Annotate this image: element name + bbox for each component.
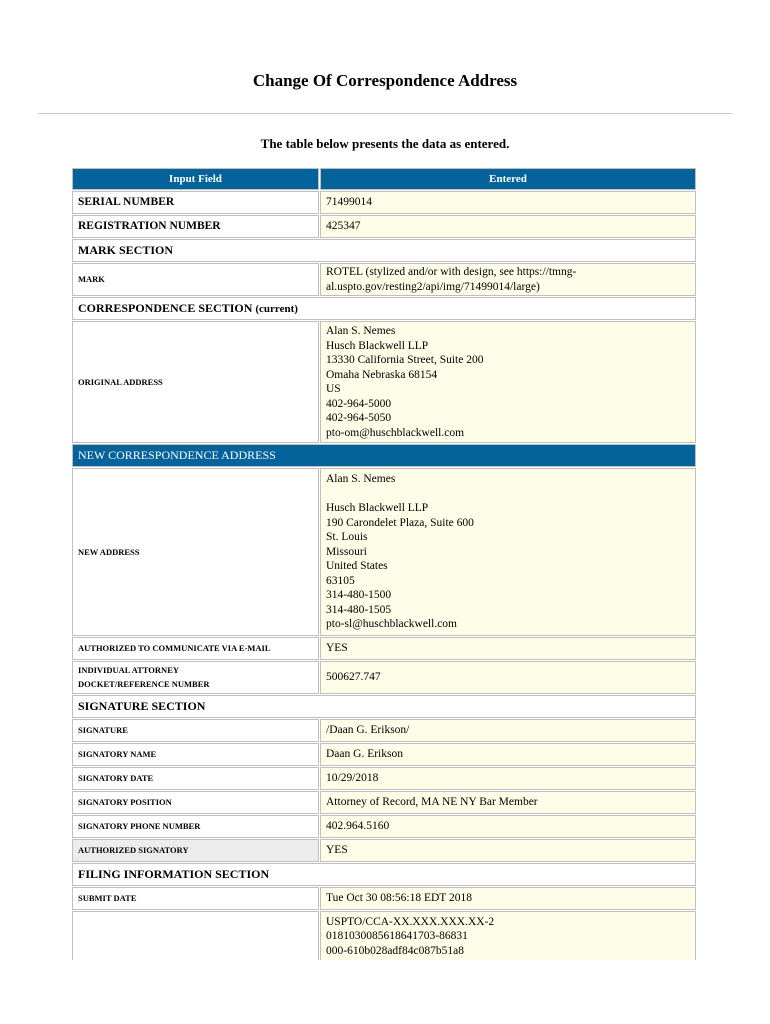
table-row (72, 743, 696, 766)
docket-value: 500627.747 (320, 661, 696, 694)
table-row (72, 321, 696, 443)
section-row (72, 444, 696, 467)
signatory-position-label: SIGNATORY POSITION (72, 791, 319, 814)
section-row (72, 863, 696, 886)
original-address-value (320, 321, 696, 443)
address-line: US (326, 383, 341, 395)
authorized-email-value: YES (320, 637, 696, 660)
new-correspondence-title: NEW CORRESPONDENCE ADDRESS (72, 444, 696, 467)
teas-stamp-label (72, 911, 319, 961)
signature-section-title: SIGNATURE SECTION (72, 695, 696, 718)
address-line: 402-964-5000 (326, 397, 392, 410)
table-caption: The table below presents the data as entered. (260, 136, 510, 151)
registration-number-label: REGISTRATION NUMBER (72, 215, 319, 238)
address-spacer (326, 487, 690, 502)
mark-label: MARK (72, 263, 319, 296)
address-line: 402-964-5050 (326, 412, 392, 424)
address-line: Husch Blackwell LLP (326, 502, 429, 514)
signatory-name-label: SIGNATORY NAME (72, 743, 319, 766)
address-line: 314-480-1500 (326, 589, 392, 601)
teas-stamp-line: USPTO/CCA-XX.XXX.XXX.XX-2 (326, 915, 495, 928)
authorized-email-label: AUTHORIZED TO COMMUNICATE VIA E-MAIL (72, 637, 319, 660)
correspondence-section-suffix: (current) (255, 302, 298, 315)
table-row (72, 661, 696, 694)
mark-value: ROTEL (stylized and/or with design, see https://tmng-al.uspto.gov/resting2/api/img/71499014/large) (320, 263, 696, 296)
address-line: Omaha Nebraska 68154 (326, 368, 438, 381)
address-line: 190 Carondelet Plaza, Suite 600 (326, 516, 474, 529)
address-name: Alan S. Nemes (326, 473, 396, 485)
authorized-signatory-label: AUTHORIZED SIGNATORY (72, 839, 319, 862)
page-title: Change Of Correspondence Address (252, 71, 518, 90)
table-row (72, 791, 696, 814)
section-row (72, 297, 696, 320)
new-address-value (320, 468, 696, 636)
signature-label: SIGNATURE (72, 719, 319, 742)
address-line: United States (326, 560, 388, 572)
header-entered: Entered (320, 168, 696, 190)
signatory-name-value: Daan G. Erikson (320, 743, 696, 766)
title-divider (38, 113, 732, 114)
table-row (72, 839, 696, 862)
filing-section-title: FILING INFORMATION SECTION (72, 863, 696, 886)
table-row (72, 263, 696, 296)
signatory-position-value: Attorney of Record, MA NE NY Bar Member (320, 791, 696, 814)
section-row (72, 695, 696, 718)
serial-number-label: SERIAL NUMBER (72, 191, 319, 214)
address-line: 314-480-1505 (326, 603, 392, 616)
section-row (72, 239, 696, 262)
data-table (71, 167, 697, 960)
mark-section-title: MARK SECTION (72, 239, 696, 262)
table-row (72, 468, 696, 636)
address-line: Husch Blackwell LLP (326, 339, 429, 352)
header-input-field: Input Field (72, 168, 319, 190)
table-row (72, 887, 696, 910)
address-line: Missouri (326, 545, 367, 558)
address-line: Alan S. Nemes (326, 325, 396, 337)
address-line: pto-sl@huschblackwell.com (326, 618, 457, 630)
docket-label-line: DOCKET/REFERENCE NUMBER (78, 679, 210, 689)
teas-stamp-value (320, 911, 696, 961)
signatory-date-value: 10/29/2018 (320, 767, 696, 790)
table-row (72, 767, 696, 790)
docket-label-line: INDIVIDUAL ATTORNEY (78, 664, 179, 675)
data-table-container (71, 167, 697, 960)
teas-stamp-line: 0181030085618641703-86831 (326, 930, 468, 942)
table-row (72, 719, 696, 742)
address-line: St. Louis (326, 531, 368, 543)
submit-date-label: SUBMIT DATE (72, 887, 319, 910)
signature-value: /Daan G. Erikson/ (320, 719, 696, 742)
teas-stamp-line: 000-610b028adf84c087b51a8 (326, 944, 464, 957)
serial-number-value: 71499014 (320, 191, 696, 214)
new-address-label: NEW ADDRESS (72, 468, 319, 636)
table-header-row (72, 168, 696, 190)
submit-date-value: Tue Oct 30 08:56:18 EDT 2018 (320, 887, 696, 910)
table-row (72, 637, 696, 660)
authorized-signatory-value: YES (320, 839, 696, 862)
table-row (72, 215, 696, 238)
address-line: pto-om@huschblackwell.com (326, 426, 465, 439)
address-line: 63105 (326, 574, 355, 587)
signatory-phone-label: SIGNATORY PHONE NUMBER (72, 815, 319, 838)
signatory-phone-value: 402.964.5160 (320, 815, 696, 838)
address-line: 13330 California Street, Suite 200 (326, 354, 484, 366)
original-address-label: ORIGINAL ADDRESS (72, 321, 319, 443)
table-row (72, 815, 696, 838)
registration-number-value: 425347 (320, 215, 696, 238)
correspondence-section-heading: CORRESPONDENCE SECTION (78, 300, 253, 315)
table-row (72, 911, 696, 961)
table-row (72, 191, 696, 214)
correspondence-section-title (72, 297, 696, 320)
docket-label (72, 661, 319, 694)
signatory-date-label: SIGNATORY DATE (72, 767, 319, 790)
